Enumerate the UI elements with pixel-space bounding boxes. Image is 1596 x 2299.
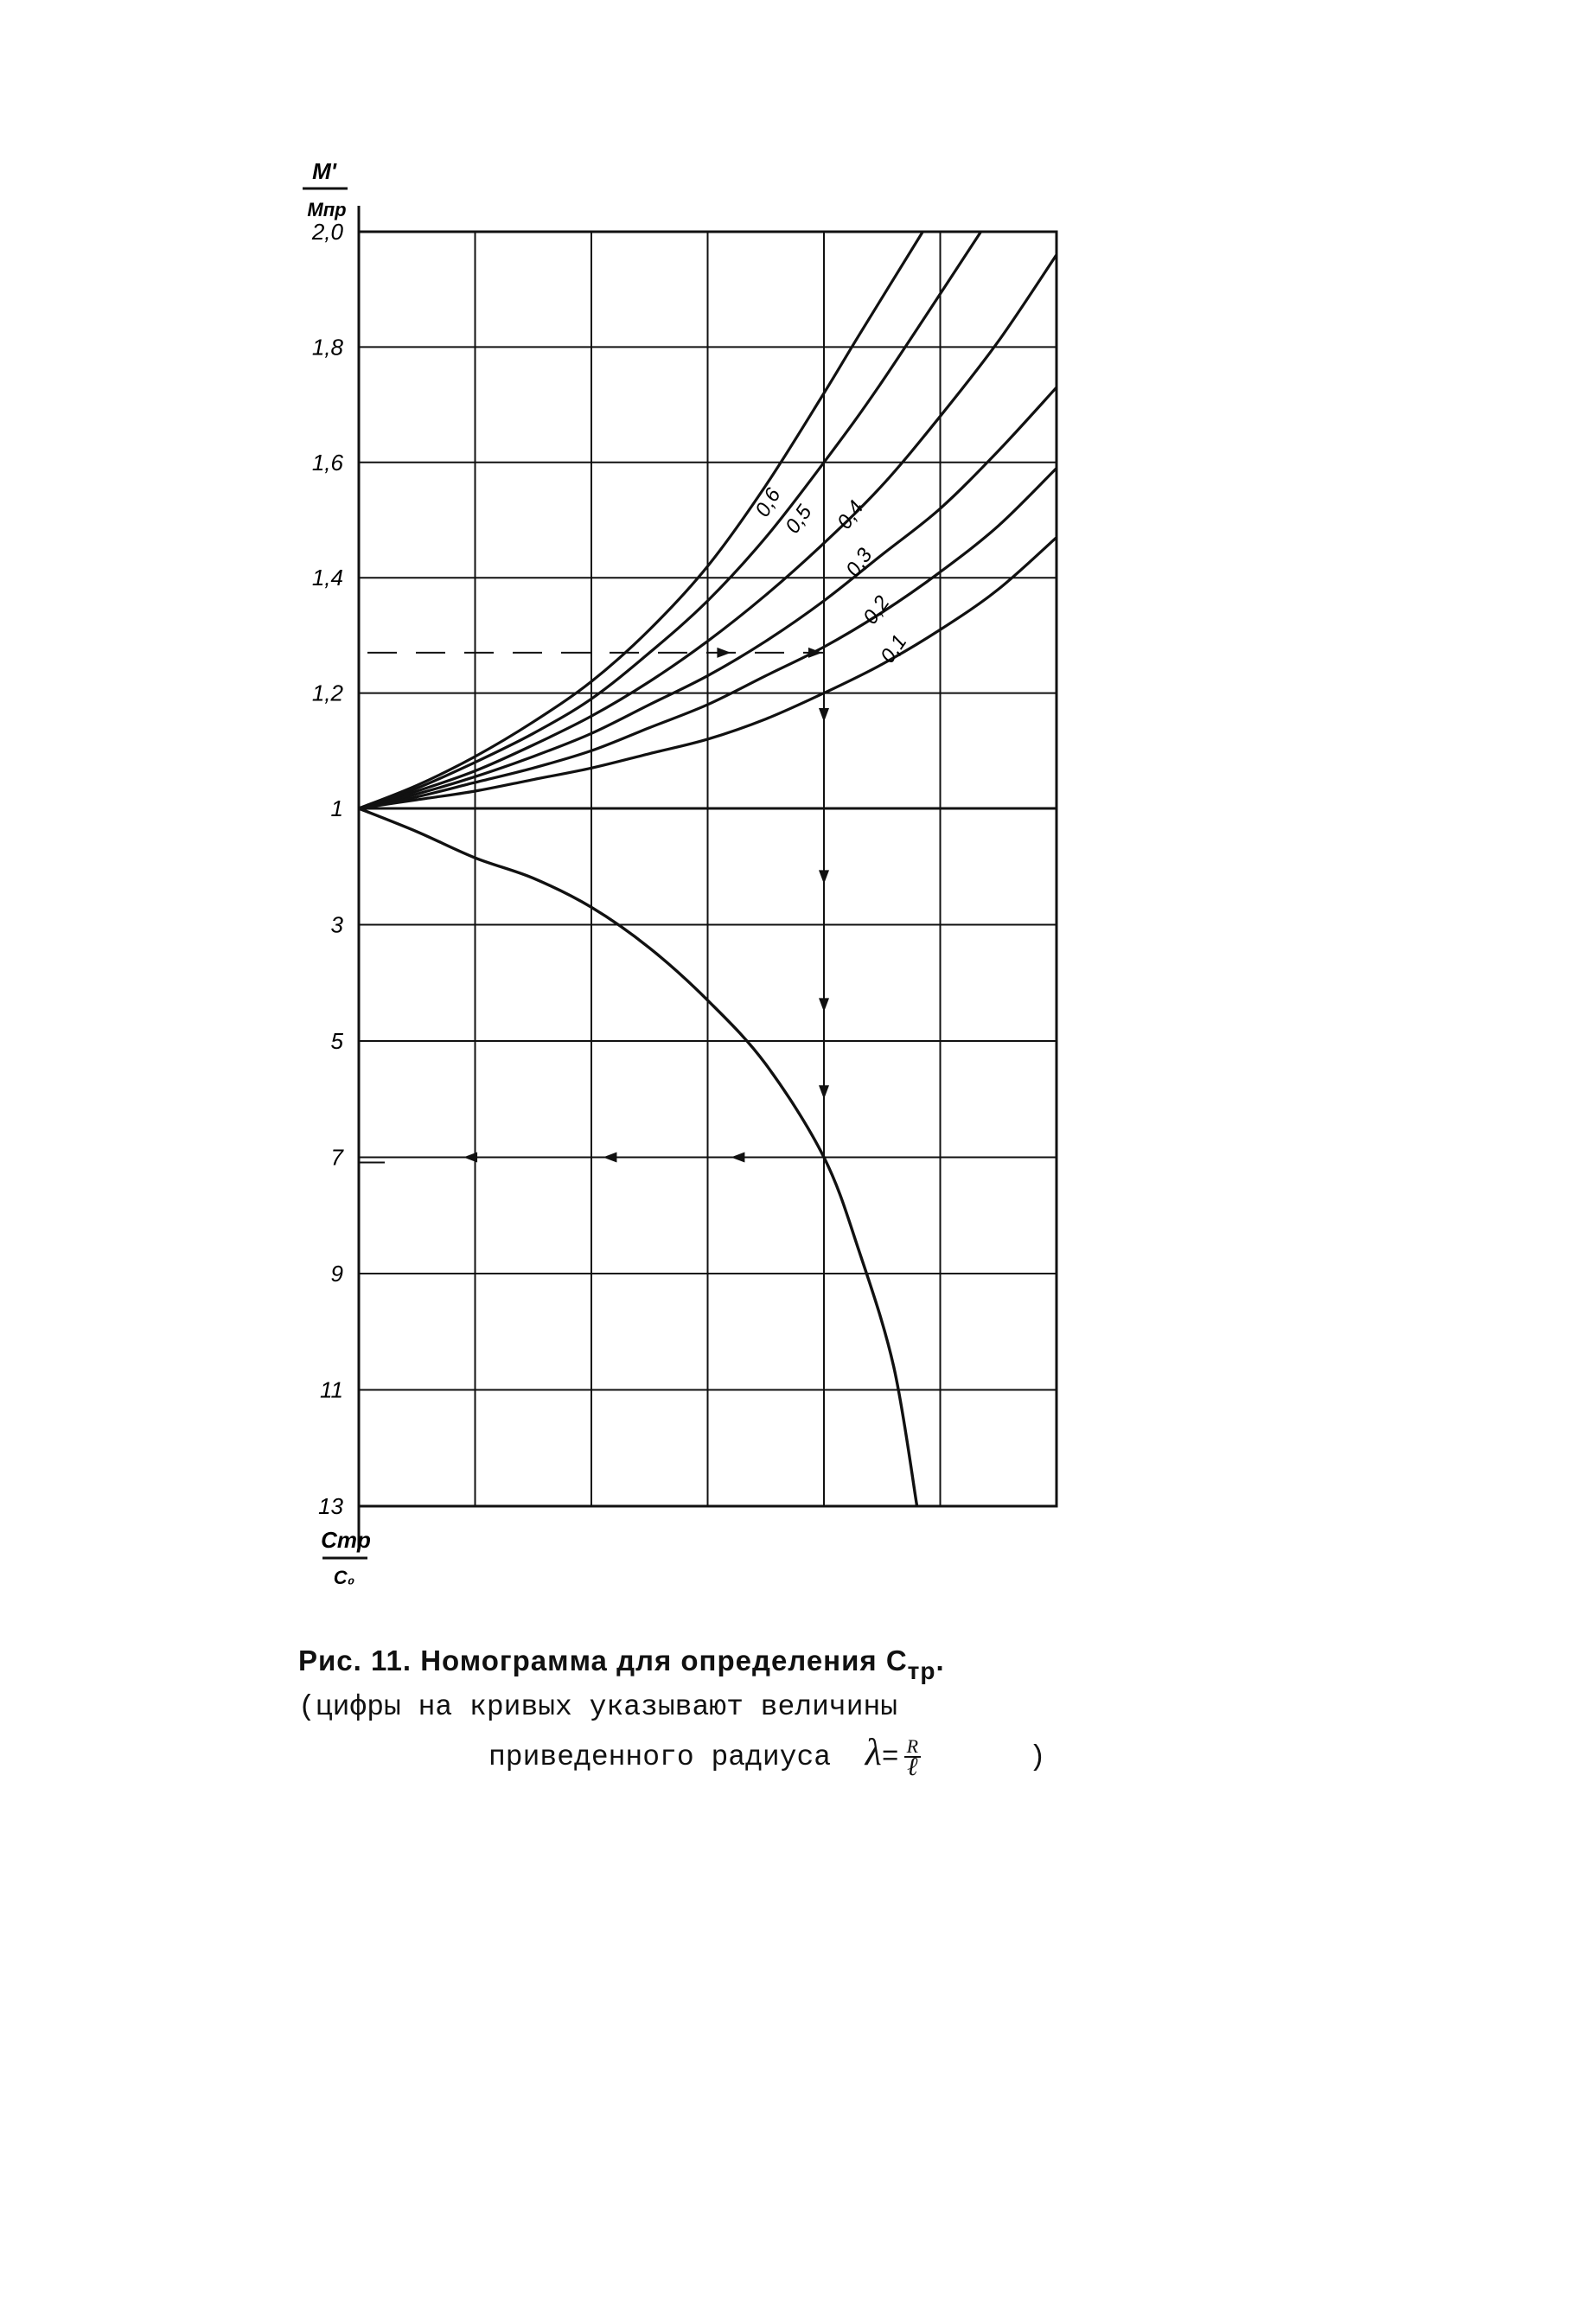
caption-subscript: тр [907,1657,936,1684]
lower-tick-label: 13 [318,1493,343,1519]
caption-title: Рис. 11. Номограмма для определения C [298,1644,908,1676]
curve-label: 0,3 [841,544,878,582]
lower-tick-label: 5 [330,1028,343,1054]
upper-tick-label: 1,2 [311,680,343,706]
curve-label: 0,4 [833,496,869,534]
upper-tick-label: 1,4 [311,565,343,591]
upper-tick-label: 2,0 [311,219,343,245]
caption-line-1 [298,1638,1163,1685]
upper-tick-label: 1,8 [311,334,343,361]
caption-line-2: (цифры на кривых указывают величины [298,1691,898,1723]
arrow-down-icon [819,998,829,1012]
arrow-left-icon [731,1153,744,1163]
lower-tick-label: 3 [330,911,343,938]
curve-label: 0,6 [750,484,786,521]
lower-axis-denominator: C₀ [333,1567,355,1588]
curve-label: 0,1 [876,630,912,668]
upper-tick-label: 1 [330,795,343,821]
lower-tick-label: 9 [330,1261,343,1287]
curve-label: 0,5 [781,501,817,539]
axis-labels [303,158,371,1588]
arrow-left-icon [603,1153,616,1163]
lower-axis-numerator: Cтр [321,1527,371,1553]
curve-labels [750,483,911,667]
caption-radius-text: приведенного радиуса [488,1741,832,1773]
curve-label: 0,2 [859,591,895,629]
fraction-denominator: ℓ [907,1753,918,1782]
upper-tick-label: 1,6 [311,449,343,476]
upper-axis-denominator: Mпр [307,199,347,220]
arrow-down-icon [819,870,829,884]
arrow-right-icon [717,648,731,658]
arrow-left-icon [463,1153,477,1163]
arrow-down-icon [819,1085,829,1099]
chart-grid [359,206,1057,1549]
caption-period: . [935,1644,945,1676]
lambda-symbol: λ [865,1731,882,1773]
axis-ticks [311,219,345,1519]
caption-line-3 [488,1730,1163,1780]
lower-tick-label: 7 [330,1144,343,1171]
lower-tick-label: 11 [320,1376,343,1403]
arrow-down-icon [819,708,829,722]
upper-axis-numerator: M' [312,158,336,184]
formula-equals: = [881,1741,899,1773]
example-path [359,648,829,1163]
fraction-numerator: R [904,1737,921,1758]
formula-fraction [904,1735,921,1782]
curve-line [359,232,981,808]
caption-close-paren: ) [1028,1741,1046,1773]
figure-caption [298,1638,1163,1780]
